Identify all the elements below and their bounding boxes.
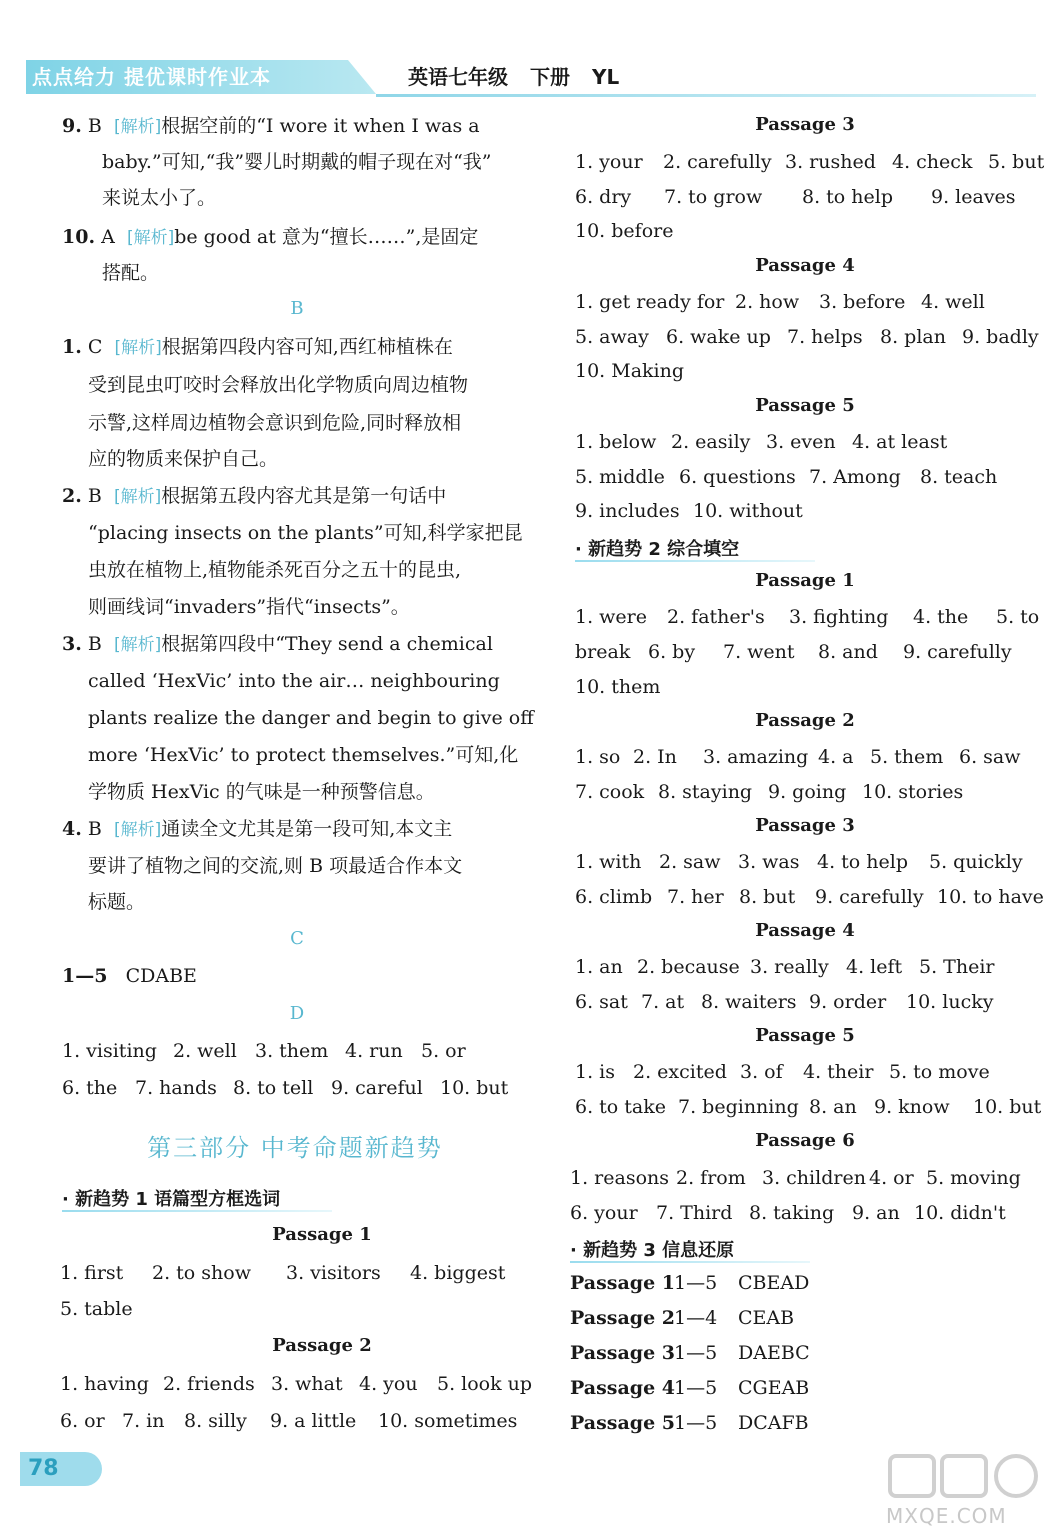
answer-row: 6. your 7. Third 8. taking 9. an 10. didn't (570, 1202, 1006, 1224)
answer-row: 5. middle 6. questions 7. Among 8. teach (575, 466, 998, 488)
answer-row: 6. climb 7. her 8. but 9. carefully 10. to have (575, 886, 1044, 908)
answer-row: 6. dry 7. to grow 8. to help 9. leaves (575, 186, 1016, 208)
answer-line: 1—5 CDABE (62, 965, 197, 987)
analysis-tag: [解析] (113, 487, 162, 507)
trend-heading: · 新趋势 3 信息还原 (570, 1240, 735, 1261)
answer-line: 9. B [解析]根据空前的“I wore it when I was a (62, 115, 480, 137)
answer-line: 1. C [解析]根据第四段内容可知,西红柿植株在 (62, 336, 453, 358)
answer-row: 1. were 2. father's 3. fighting 4. the 5. to (575, 606, 1040, 628)
trend-heading: · 新趋势 2 综合填空 (575, 539, 740, 560)
passage-title: Passage 4 (755, 920, 855, 941)
answer-line: 搭配。 (102, 262, 160, 284)
answer-row: 9. includes 10. without (575, 500, 803, 522)
passage-title: Passage 1 (272, 1224, 372, 1245)
section-label: D (289, 1003, 305, 1024)
info-restore-row: Passage 21—4 CEAB (570, 1307, 795, 1329)
info-restore-row: Passage 41—5 CGEAB (570, 1377, 810, 1399)
answer-row: 1. an 2. because 3. really 4. left 5. Their (575, 956, 995, 978)
watermark-text: MXQE.COM (886, 1504, 1007, 1528)
info-restore-row: Passage 11—5 CBEAD (570, 1272, 810, 1294)
passage-title: Passage 4 (755, 255, 855, 276)
answer-line: 2. B [解析]根据第五段内容尤其是第一句话中 (62, 485, 447, 507)
answer-row: 1. so 2. In 3. amazing 4. a 5. them 6. saw (575, 746, 1021, 768)
answer-row: 1. your 2. carefully 3. rushed 4. check 5. but (575, 151, 1045, 173)
answer-line: 4. B [解析]通读全文尤其是第一段可知,本文主 (62, 818, 453, 840)
section-label: B (290, 298, 304, 319)
answer-line: called ‘HexVic’ into the air… neighbouring (88, 670, 500, 692)
volume-label: 下册 (530, 65, 570, 89)
answer-line: 学物质 HexVic 的气味是一种预警信息。 (88, 781, 435, 803)
answer-row: 10. them (575, 676, 661, 698)
answer-row: 1. visiting 2. well 3. them 4. run 5. or (62, 1040, 466, 1062)
edition-label: YL (592, 65, 620, 89)
answer-line: plants realize the danger and begin to give off (88, 707, 534, 729)
answer-line: “placing insects on the plants”可知,科学家把昆 (88, 522, 523, 544)
answer-row: 5. table (60, 1298, 133, 1320)
answer-row: 6. to take 7. beginning 8. an 9. know 10. but (575, 1096, 1042, 1118)
answer-line: 则画线词“invaders”指代“insects”。 (88, 596, 410, 618)
answer-row: 1. having 2. friends 3. what 4. you 5. look up (60, 1373, 533, 1395)
answer-row: 6. the 7. hands 8. to tell 9. careful 10. but (62, 1077, 509, 1099)
subject-label: 英语七年级 (408, 65, 508, 89)
answer-line: 3. B [解析]根据第四段中“They send a chemical (62, 633, 493, 655)
answer-row: break 6. by 7. went 8. and 9. carefully (575, 641, 1012, 663)
answer-line: 示警,这样周边植物会意识到危险,同时释放相 (88, 412, 462, 434)
answer-row: 6. sat 7. at 8. waiters 9. order 10. lucky (575, 991, 994, 1013)
answer-line: 要讲了植物之间的交流,则 B 项最适合作本文 (88, 855, 463, 877)
trend-heading: · 新趋势 1 语篇型方框选词 (62, 1189, 281, 1210)
answer-row: 10. before (575, 220, 674, 242)
info-restore-row: Passage 51—5 DCAFB (570, 1412, 809, 1434)
analysis-tag: [解析] (113, 117, 162, 137)
answer-line: baby.”可知,“我”婴儿时期戴的帽子现在对“我” (102, 151, 492, 173)
passage-title: Passage 1 (755, 570, 855, 591)
part-heading: 第三部分 中考命题新趋势 (147, 1134, 443, 1162)
answer-row: 6. or 7. in 8. silly 9. a little 10. sometimes (60, 1410, 518, 1432)
passage-title: Passage 2 (272, 1335, 372, 1356)
answer-line: 受到昆虫叮咬时会释放出化学物质向周边植物 (88, 374, 469, 396)
analysis-tag: [解析] (113, 820, 162, 840)
answer-row: 7. cook 8. staying 9. going 10. stories (575, 781, 964, 803)
answer-line: 虫放在植物上,植物能杀死百分之五十的昆虫, (88, 559, 462, 581)
page-header (0, 0, 1056, 100)
analysis-tag: [解析] (114, 338, 162, 358)
answer-row: 5. away 6. wake up 7. helps 8. plan 9. badly (575, 326, 1039, 348)
page-number: 78 (28, 1456, 59, 1481)
answer-row: 1. is 2. excited 3. of 4. their 5. to move (575, 1061, 990, 1083)
answer-row: 10. Making (575, 360, 685, 382)
answer-line: 标题。 (88, 891, 146, 913)
answer-row: 1. get ready for 2. how 3. before 4. well (575, 291, 985, 313)
answer-row: 1. below 2. easily 3. even 4. at least (575, 431, 948, 453)
passage-title: Passage 3 (755, 815, 855, 836)
answer-row: 1. first 2. to show 3. visitors 4. biggest (60, 1262, 506, 1284)
brand-title: 点点给力 提优课时作业本 (32, 65, 271, 89)
trend-rule (62, 1210, 332, 1212)
answer-row: 1. reasons 2. from 3. children 4. or 5. moving (570, 1167, 1021, 1189)
trend-rule (570, 1261, 810, 1263)
passage-title: Passage 3 (755, 114, 855, 135)
passage-title: Passage 5 (755, 1025, 855, 1046)
answer-row: 1. with 2. saw 3. was 4. to help 5. quickly (575, 851, 1023, 873)
analysis-tag: [解析] (126, 228, 175, 248)
passage-title: Passage 2 (755, 710, 855, 731)
header-rule (376, 94, 1036, 97)
passage-title: Passage 5 (755, 395, 855, 416)
passage-title: Passage 6 (755, 1130, 855, 1151)
analysis-tag: [解析] (113, 635, 162, 655)
trend-rule (575, 560, 815, 562)
answer-line: more ‘HexVic’ to protect themselves.”可知,化 (88, 744, 519, 766)
answer-line: 来说太小了。 (102, 187, 217, 209)
answer-line: 10. A [解析]be good at 意为“擅长……”,是固定 (62, 226, 479, 248)
book-info (408, 62, 641, 92)
info-restore-row: Passage 31—5 DAEBC (570, 1342, 810, 1364)
section-label: C (290, 928, 304, 949)
answer-line: 应的物质来保护自己。 (88, 448, 279, 470)
